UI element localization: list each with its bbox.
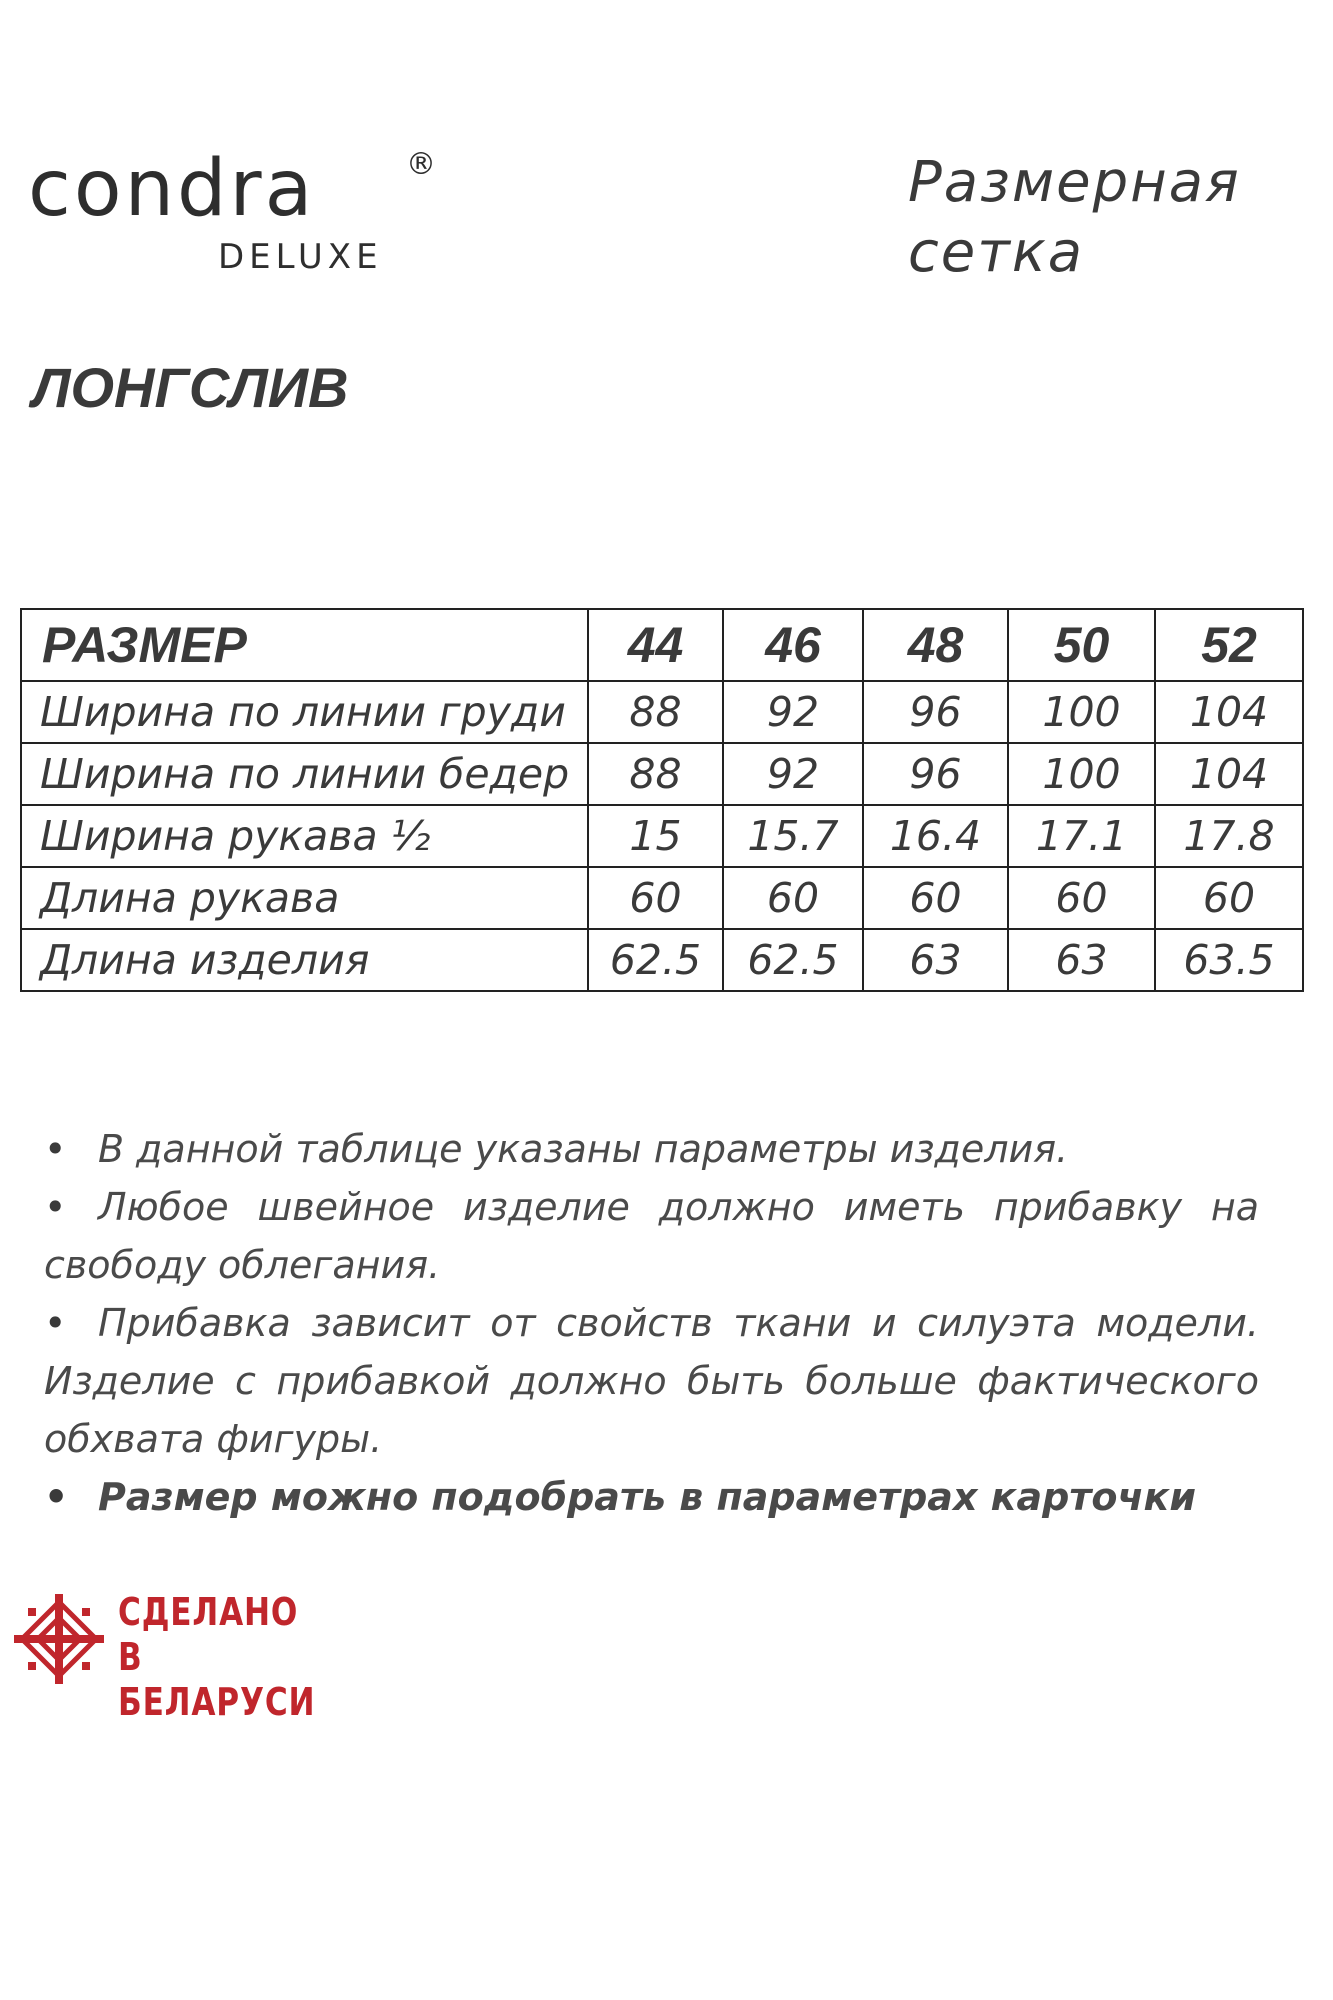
row-label: Длина рукава: [21, 867, 588, 929]
table-cell: 96: [863, 743, 1008, 805]
table-cell: 60: [1155, 867, 1303, 929]
table-cell: 92: [723, 681, 863, 743]
table-header-row: [21, 609, 1303, 681]
table-cell: 17.1: [1008, 805, 1155, 867]
brand-subline: DELUXE: [218, 237, 383, 277]
note-text: Прибавка зависит от свойств ткани и силуэта модели. Изделие с прибавкой должно быть больше фактического обхвата фигуры.: [44, 1301, 1259, 1461]
document-title-line1: Размерная: [908, 150, 1241, 215]
size-header-cell: 46: [723, 609, 863, 681]
table-cell: 62.5: [588, 929, 723, 991]
registered-mark: ®: [406, 147, 436, 182]
row-label: Ширина по линии бедер: [21, 743, 588, 805]
document-title: [908, 148, 1308, 288]
table-cell: 100: [1008, 681, 1155, 743]
table-cell: 100: [1008, 743, 1155, 805]
note-text: Размер можно подобрать в параметрах карточки: [98, 1475, 1196, 1519]
notes-list: [44, 1120, 1259, 1526]
made-in-badge: [14, 1590, 334, 1724]
size-header-label: РАЗМЕР: [21, 609, 588, 681]
table-cell: 96: [863, 681, 1008, 743]
row-label: Ширина по линии груди: [21, 681, 588, 743]
table-cell: 63: [1008, 929, 1155, 991]
made-in-text: [118, 1590, 315, 1725]
note-item: [44, 1120, 1259, 1178]
note-text: В данной таблице указаны параметры изделия.: [98, 1127, 1069, 1171]
made-in-line2: В БЕЛАРУСИ: [118, 1635, 316, 1724]
note-text: Любое швейное изделие должно иметь прибавку на свободу облегания.: [44, 1185, 1259, 1287]
brand-name: condra: [28, 144, 316, 234]
table-row: [21, 929, 1303, 991]
bullet-icon: •: [44, 1475, 69, 1519]
note-item: [44, 1468, 1259, 1526]
bullet-icon: •: [44, 1301, 67, 1345]
size-header-cell: 50: [1008, 609, 1155, 681]
table-cell: 60: [863, 867, 1008, 929]
size-header-cell: 52: [1155, 609, 1303, 681]
table-cell: 15: [588, 805, 723, 867]
table-cell: 15.7: [723, 805, 863, 867]
product-title: ЛОНГСЛИВ: [32, 356, 349, 419]
table-cell: 92: [723, 743, 863, 805]
table-row: [21, 805, 1303, 867]
size-header-cell: 48: [863, 609, 1008, 681]
table-cell: 104: [1155, 743, 1303, 805]
row-label: Длина изделия: [21, 929, 588, 991]
bullet-icon: •: [44, 1127, 67, 1171]
table-cell: 88: [588, 743, 723, 805]
table-cell: 17.8: [1155, 805, 1303, 867]
made-in-line1: СДЕЛАНО: [118, 1590, 299, 1634]
note-item: [44, 1178, 1259, 1294]
table-cell: 60: [1008, 867, 1155, 929]
table-row: [21, 743, 1303, 805]
bullet-icon: •: [44, 1185, 67, 1229]
table-cell: 63: [863, 929, 1008, 991]
table-cell: 60: [723, 867, 863, 929]
size-table: [20, 608, 1304, 992]
table-cell: 60: [588, 867, 723, 929]
table-cell: 88: [588, 681, 723, 743]
note-item: [44, 1294, 1259, 1468]
size-header-cell: 44: [588, 609, 723, 681]
table-cell: 62.5: [723, 929, 863, 991]
brand-logo: [28, 144, 448, 280]
table-row: [21, 681, 1303, 743]
document-title-line2: сетка: [908, 220, 1085, 285]
table-cell: 104: [1155, 681, 1303, 743]
table-cell: 63.5: [1155, 929, 1303, 991]
table-row: [21, 867, 1303, 929]
belarus-ornament-icon: [14, 1594, 104, 1684]
row-label: Ширина рукава ½: [21, 805, 588, 867]
table-cell: 16.4: [863, 805, 1008, 867]
